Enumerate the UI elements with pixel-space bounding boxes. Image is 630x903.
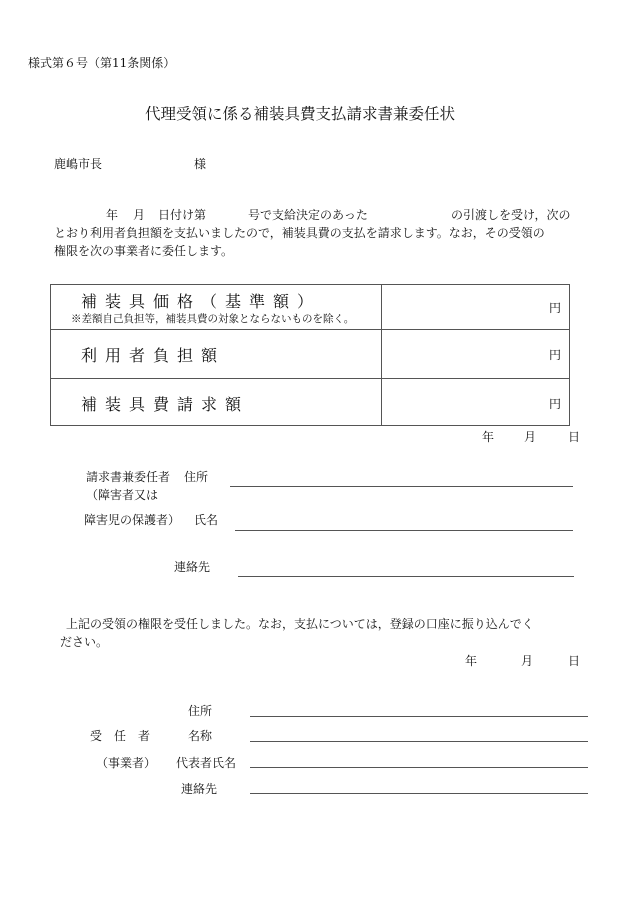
- intro-receive: の引渡しを受け，次の: [451, 208, 571, 222]
- requester-name-label: 氏名: [194, 513, 219, 527]
- intro-line2: とおり利用者負担額を支払いましたので，補装具費の支払を請求します。なお，その受領の: [54, 226, 545, 240]
- table-row-note: ※差額自己負担等，補装具費の対象とならないものを除く。: [71, 313, 355, 325]
- agent-rep-line[interactable]: [250, 767, 588, 768]
- table-unit-claim: 円: [549, 397, 562, 411]
- agent-company-line[interactable]: [250, 741, 588, 742]
- agent-paren: （事業者）: [96, 756, 157, 770]
- table-row-divider: [51, 378, 569, 379]
- date2-day: 日: [568, 654, 581, 668]
- table-row-label-claim: 補装具費請求額: [81, 395, 250, 414]
- intro-go: 号で支給決定のあった: [248, 208, 368, 222]
- addressee-mayor: 鹿嶋市長: [54, 157, 103, 171]
- table-unit-user-burden: 円: [549, 348, 562, 362]
- agent-address-line[interactable]: [250, 716, 588, 717]
- agent-address-label: 住所: [188, 704, 213, 718]
- requester-contact-line[interactable]: [238, 576, 574, 577]
- intro-day-ref: 日付け第: [158, 208, 207, 222]
- agent-company-label: 名称: [188, 729, 213, 743]
- amount-table: [50, 284, 570, 426]
- date2-month: 月: [521, 654, 534, 668]
- requester-contact-label: 連絡先: [174, 560, 211, 574]
- table-column-divider: [381, 285, 382, 425]
- intro-month: 月: [133, 208, 146, 222]
- agent-rep-label: 代表者氏名: [176, 756, 237, 770]
- date2-year: 年: [465, 654, 478, 668]
- acceptance-line1: 上記の受領の権限を受任しました。なお，支払については，登録の口座に振り込んでく: [66, 617, 534, 631]
- requester-title: 請求書兼委任者: [86, 470, 171, 484]
- form-number: 様式第６号（第11条関係）: [28, 56, 176, 70]
- document-title: 代理受領に係る補装具費支払請求書兼委任状: [145, 105, 456, 123]
- table-row-label-price: 補装具価格（基準額）: [81, 292, 322, 311]
- intro-line3: 権限を次の事業者に委任します。: [54, 244, 234, 258]
- requester-paren2: 障害児の保護者）: [84, 513, 181, 527]
- requester-address-line[interactable]: [230, 486, 573, 487]
- table-row-divider: [51, 329, 569, 330]
- requester-address-label: 住所: [184, 470, 209, 484]
- requester-name-line[interactable]: [235, 530, 573, 531]
- date1-year: 年: [482, 430, 495, 444]
- table-row-label-user-burden: 利用者負担額: [81, 346, 226, 365]
- date1-day: 日: [568, 430, 581, 444]
- table-unit-price: 円: [549, 301, 562, 315]
- requester-paren1: （障害者又は: [86, 488, 159, 502]
- acceptance-line2: ださい。: [60, 635, 109, 649]
- intro-year: 年: [106, 208, 119, 222]
- agent-contact-line[interactable]: [250, 793, 588, 794]
- agent-title: 受 任 者: [90, 729, 151, 743]
- date1-month: 月: [524, 430, 537, 444]
- addressee-honorific: 様: [194, 157, 207, 171]
- agent-contact-label: 連絡先: [181, 782, 218, 796]
